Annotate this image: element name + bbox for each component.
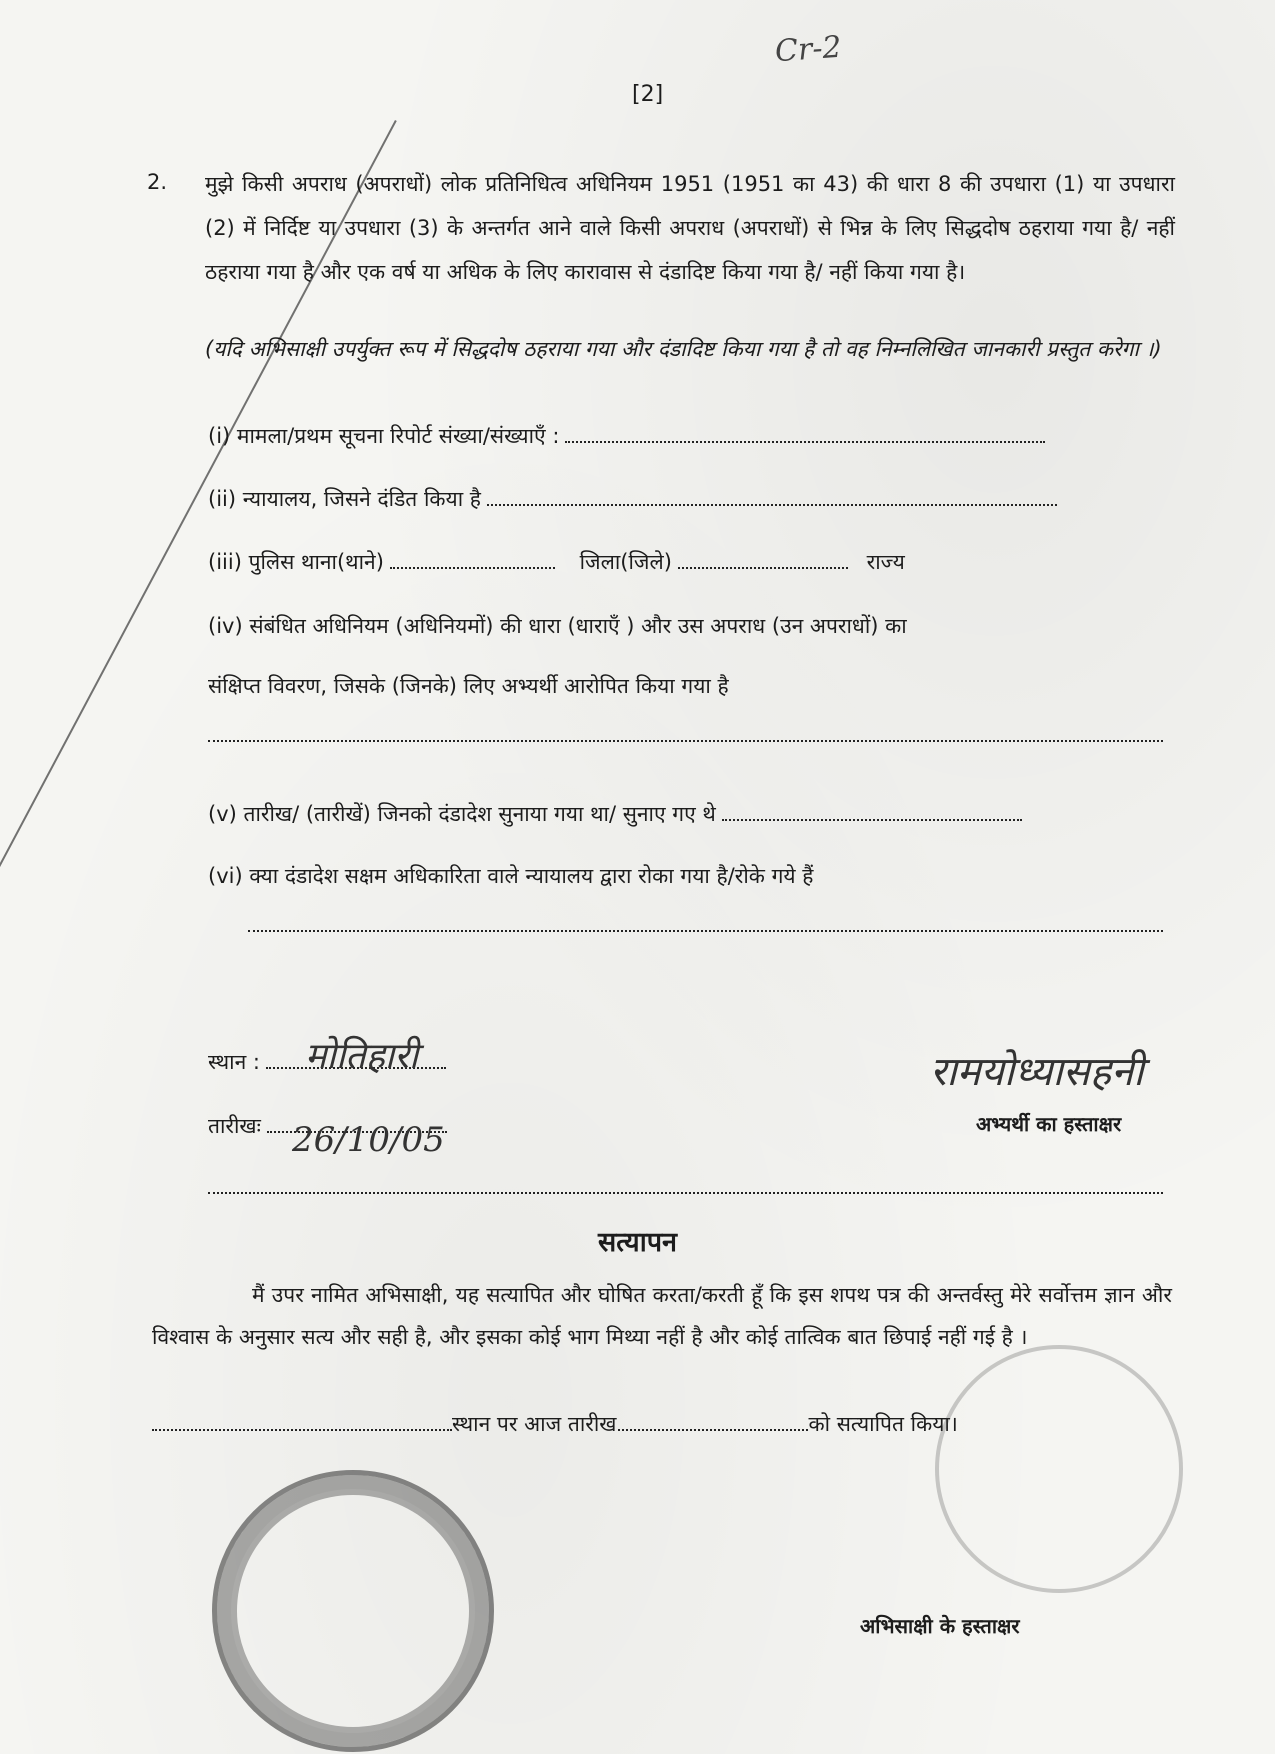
item-vi-row: (vi) क्या दंडादेश सक्षम अधिकारिता वाले न्यायालय द्वारा रोका गया है/रोके गये हैं	[208, 864, 814, 888]
verification-place-text: स्थान पर आज तारीख	[452, 1412, 617, 1436]
item-iii-district-label: जिला(जिले)	[579, 550, 672, 574]
item-iii-police-blank	[390, 551, 555, 569]
candidate-signature-label: अभ्यर्थी का हस्ताक्षर	[976, 1112, 1122, 1136]
item-i-label: (i) मामला/प्रथम सूचना रिपोर्ट संख्या/संख्याएँ :	[208, 424, 560, 448]
faint-stamp	[935, 1345, 1183, 1593]
place-handwritten: मोतिहारी	[305, 1036, 419, 1077]
item-ii-row	[208, 485, 1057, 513]
item-iv-row-a: (iv) संबंधित अधिनियम (अधिनियमों) की धारा (धाराएँ ) और उस अपराध (उन अपराधों) का	[208, 614, 907, 638]
item-vi-blank	[248, 930, 1163, 932]
deponent-signature-label: अभिसाक्षी के हस्ताक्षर	[860, 1614, 1020, 1638]
item-i-blank	[565, 425, 1045, 443]
conviction-paragraph: मुझे किसी अपराध (अपराधों) लोक प्रतिनिधित्व अधिनियम 1951 (1951 का 43) की धारा 8 की उपधारा (1) या उपधारा (2) में निर्दिष्ट या उपधारा (3) के अन्तर्गत आने वाले किसी अपराध (अपराधों) से भिन्न के लिए सिद्धदोष ठहराया गया है/ नहीं ठहराया गया है और एक वर्ष या अधिक के लिए कारावास से दंडादिष्ट किया गया है/ नहीं किया गया है।	[205, 172, 1175, 284]
conviction-note: (यदि अभिसाक्षी उपर्युक्त रूप में सिद्धदोष ठहराया गया और दंडादिष्ट किया गया है तो वह निम्नलिखित जानकारी प्रस्तुत करेगा ।)	[205, 337, 1162, 361]
item-ii-label: (ii) न्यायालय, जिसने दंडित किया है	[208, 487, 481, 511]
date-label: तारीखः	[208, 1114, 261, 1138]
item-iv-blank	[208, 740, 1163, 742]
item-iv-row-b: संक्षिप्त विवरण, जिसके (जिनके) लिए अभ्यर्थी आरोपित किया गया है	[208, 674, 729, 698]
notary-stamp	[212, 1470, 494, 1752]
item-v-blank	[722, 803, 1022, 821]
separator-rule	[208, 1192, 1163, 1194]
item-iii-police-label: (iii) पुलिस थाना(थाने)	[208, 550, 384, 574]
item-ii-blank	[487, 488, 1057, 506]
verification-end-text: को सत्यापित किया।	[808, 1412, 958, 1436]
item-iii-row	[208, 548, 905, 576]
verification-heading: सत्यापन	[597, 1227, 678, 1258]
item-v-row	[208, 800, 1022, 828]
page-number: [2]	[632, 82, 664, 107]
item-number: 2.	[147, 170, 168, 194]
verification-paragraph: मैं उपर नामित अभिसाक्षी, यह सत्यापित और घोषित करता/करती हूँ कि इस शपथ पत्र की अन्तर्वस्तु मेरे सर्वोत्तम ज्ञान और विश्वास के अनुसार सत्य और सही है, और इसका कोई भाग मिथ्या नहीं है और कोई तात्विक बात छिपाई नहीं गई है ।	[152, 1283, 1172, 1349]
place-label: स्थान :	[208, 1050, 261, 1074]
date-handwritten: 26/10/05	[292, 1120, 445, 1160]
verification-place-blank	[152, 1413, 452, 1431]
handwritten-note: Cr-2	[773, 29, 843, 70]
verification-place-date-row	[152, 1410, 958, 1438]
candidate-signature: रामयोध्यासहनी	[930, 1049, 1144, 1095]
item-i-row	[208, 422, 1045, 450]
item-iii-state-label: राज्य	[866, 550, 905, 574]
item-v-label: (v) तारीख/ (तारीखें) जिनको दंडादेश सुनाया गया था/ सुनाए गए थे	[208, 802, 716, 826]
item-iii-district-blank	[678, 551, 848, 569]
verification-date-blank	[618, 1413, 808, 1431]
